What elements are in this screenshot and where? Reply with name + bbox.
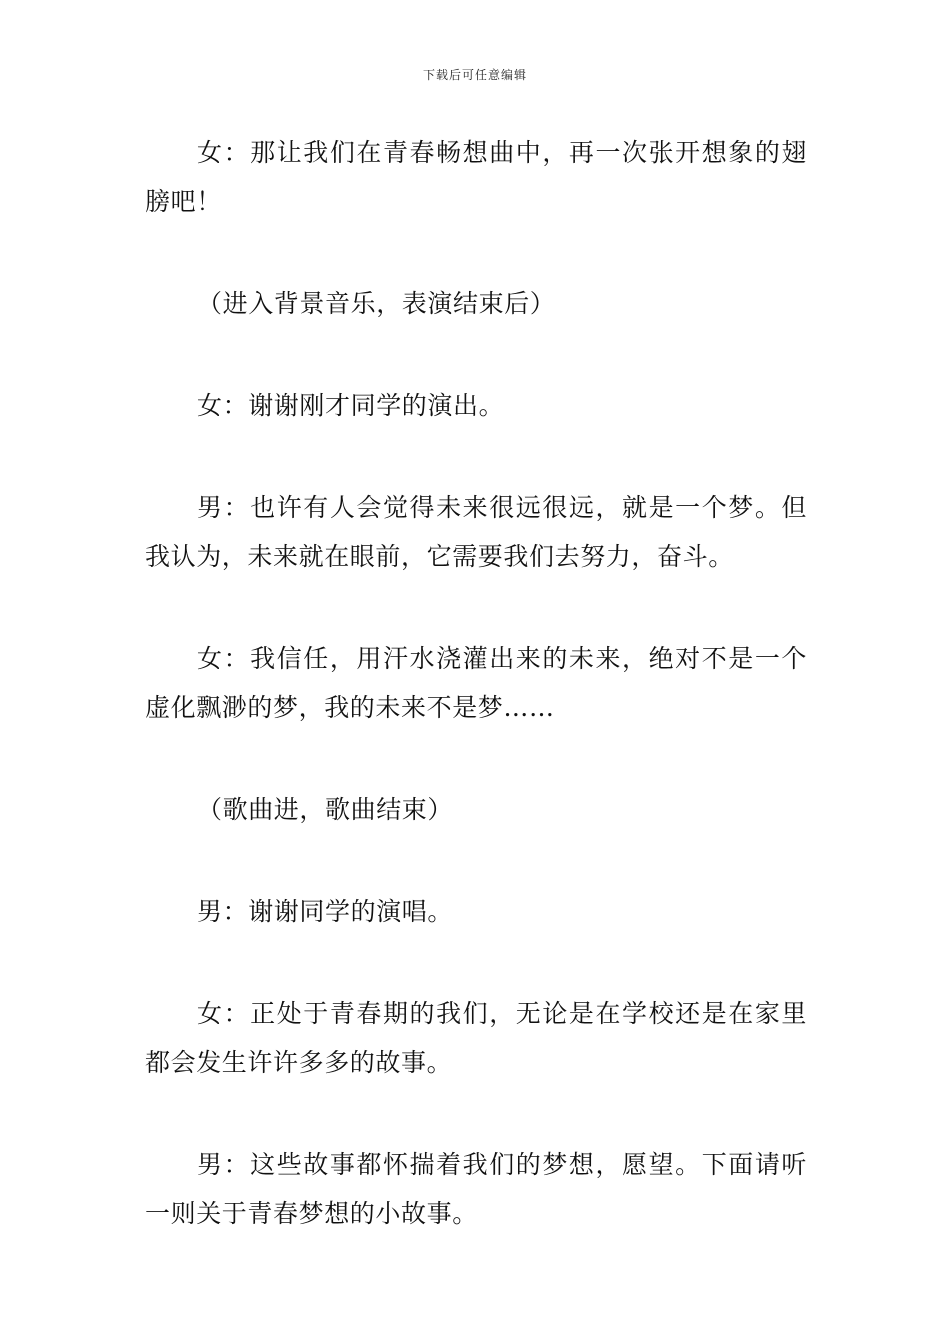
paragraph-6: （歌曲进，歌曲结束） [197,795,454,824]
document-body [145,128,807,1291]
paragraph-8: 女：正处于青春期的我们，无论是在学校还是在家里都会发生许许多多的故事。 [145,999,807,1077]
paragraph-1: 女：那让我们在青春畅想曲中，再一次张开想象的翅膀吧！ [145,138,807,216]
paragraph-5: 女：我信任，用汗水浇灌出来的未来，绝对不是一个虚化飘渺的梦，我的未来不是梦…… [145,644,807,722]
paragraph-7: 男：谢谢同学的演唱。 [197,897,454,926]
paragraph-9: 男：这些故事都怀揣着我们的梦想，愿望。下面请听一则关于青春梦想的小故事。 [145,1150,807,1228]
paragraph-4: 男：也许有人会觉得未来很远很远，就是一个梦。但我认为，未来就在眼前，它需要我们去努力，奋斗。 [145,493,807,571]
paragraph-2: （进入背景音乐，表演结束后） [197,289,556,318]
paragraph-3: 女：谢谢刚才同学的演出。 [197,391,505,420]
header-note: 下载后可任意编辑 [422,68,527,82]
